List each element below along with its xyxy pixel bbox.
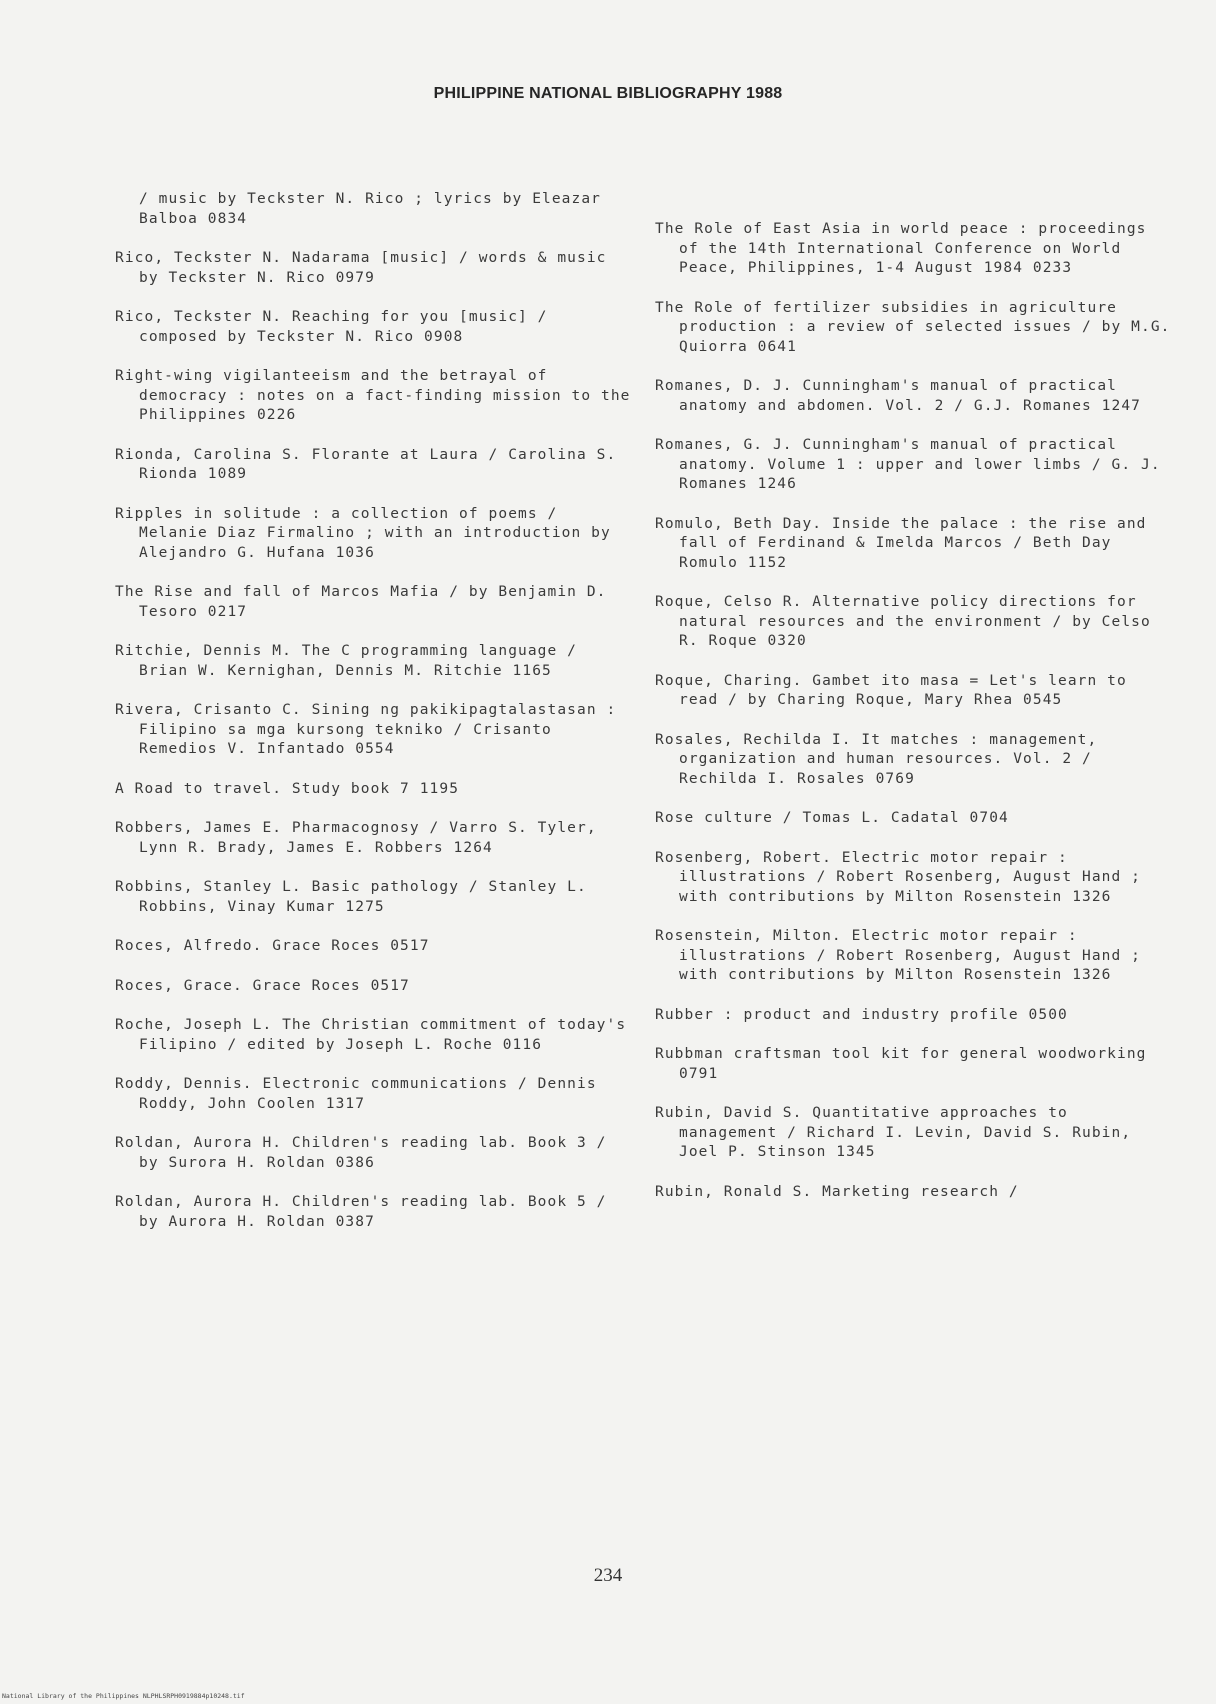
list-item: Rico, Teckster N. Reaching for you [music] / composed by Teckster N. Rico 0908: [115, 309, 558, 345]
list-item: Roddy, Dennis. Electronic communications / Dennis Roddy, John Coolen 1317: [115, 1076, 607, 1112]
list-item: Roque, Charing. Gambet ito masa = Let's learn to read / by Charing Roque, Mary Rhea 0545: [655, 672, 1137, 708]
list-item: Robbers, James E. Pharmacognosy / Varro S. Tyler, Lynn R. Brady, James E. Robbers 1264: [115, 820, 607, 856]
list-item: Romanes, D. J. Cunningham's manual of practical anatomy and abdomen. Vol. 2 / G.J. Romanes 1247: [655, 378, 1141, 414]
list-item: / music by Teckster N. Rico ; lyrics by Eleazar Balboa 0834: [139, 191, 611, 227]
right-column: [655, 220, 1181, 1222]
list-item: Rose culture / Tomas L. Cadatal 0704: [655, 810, 1009, 826]
list-item: Rivera, Crisanto C. Sining ng pakikipagtalastasan : Filipino sa mga kursong tekniko / Crisanto Remedios V. Infantado 0554: [115, 702, 627, 757]
scan-footer-note: National Library of the Philippines NLPHLSRPH0919884p10248.tif: [2, 1692, 245, 1700]
list-item: Ripples in solitude : a collection of poems / Melanie Diaz Firmalino ; with an introduction by Alejandro G. Hufana 1036: [115, 505, 621, 561]
list-item: Romulo, Beth Day. Inside the palace : the rise and fall of Ferdinand & Imelda Marcos / Beth Day Romulo 1152: [655, 515, 1157, 571]
list-item: Roque, Celso R. Alternative policy directions for natural resources and the environment / by Celso R. Roque 0320: [655, 594, 1161, 649]
list-item: Ritchie, Dennis M. The C programming language / Brian W. Kernighan, Dennis M. Ritchie 1165: [115, 643, 587, 679]
list-item: Rubbman craftsman tool kit for general woodworking 0791: [655, 1046, 1157, 1082]
list-item: Rosenberg, Robert. Electric motor repair : illustrations / Robert Rosenberg, August Hand ; with contributions by Milton Rosenstein 1326: [655, 849, 1151, 905]
list-item: Roldan, Aurora H. Children's reading lab. Book 3 / by Surora H. Roldan 0386: [115, 1135, 617, 1171]
list-item: Roldan, Aurora H. Children's reading lab. Book 5 / by Aurora H. Roldan 0387: [115, 1194, 617, 1230]
list-item: Rosales, Rechilda I. It matches : management, organization and human resources. Vol. 2 / Rechilda I. Rosales 0769: [655, 731, 1108, 787]
list-item: Rico, Teckster N. Nadarama [music] / words & music by Teckster N. Rico 0979: [115, 250, 617, 286]
list-item: Robbins, Stanley L. Basic pathology / Stanley L. Robbins, Vinay Kumar 1275: [115, 879, 597, 915]
list-item: Rubin, David S. Quantitative approaches to management / Richard I. Levin, David S. Rubin, Joel P. Stinson 1345: [655, 1105, 1142, 1160]
page-number: 234: [593, 1565, 623, 1586]
list-item: Roces, Grace. Grace Roces 0517: [115, 977, 410, 994]
list-item: Roche, Joseph L. The Christian commitment of today's Filipino / edited by Joseph L. Roche 0116: [115, 1017, 636, 1053]
list-item: Rubber : product and industry profile 0500: [655, 1006, 1068, 1023]
left-column: [115, 190, 641, 1252]
list-item: Rubin, Ronald S. Marketing research /: [655, 1183, 1019, 1200]
list-item: A Road to travel. Study book 7 1195: [115, 780, 460, 797]
list-item: Roces, Alfredo. Grace Roces 0517: [115, 938, 430, 954]
page-title: PHILIPPINE NATIONAL BIBLIOGRAPHY 1988: [433, 85, 783, 102]
list-item: The Role of fertilizer subsidies in agriculture production : a review of selected issues / by M.G. Quiorra 0641: [655, 299, 1181, 355]
list-item: Rosenstein, Milton. Electric motor repair : illustrations / Robert Rosenberg, August Hand ; with contributions by Milton Rosenstein 1326: [655, 928, 1151, 983]
list-item: Right-wing vigilanteeism and the betrayal of democracy : notes on a fact-finding mission to the Philippines 0226: [115, 368, 641, 423]
list-item: Romanes, G. J. Cunningham's manual of practical anatomy. Volume 1 : upper and lower limbs / G. J. Romanes 1246: [655, 437, 1171, 492]
list-item: The Rise and fall of Marcos Mafia / by Benjamin D. Tesoro 0217: [115, 584, 617, 620]
list-item: Rionda, Carolina S. Florante at Laura / Carolina S. Rionda 1089: [115, 446, 627, 482]
list-item: The Role of East Asia in world peace : proceedings of the 14th International Conference on World Peace, Philippines, 1-4 August 1984 0233: [655, 221, 1157, 276]
